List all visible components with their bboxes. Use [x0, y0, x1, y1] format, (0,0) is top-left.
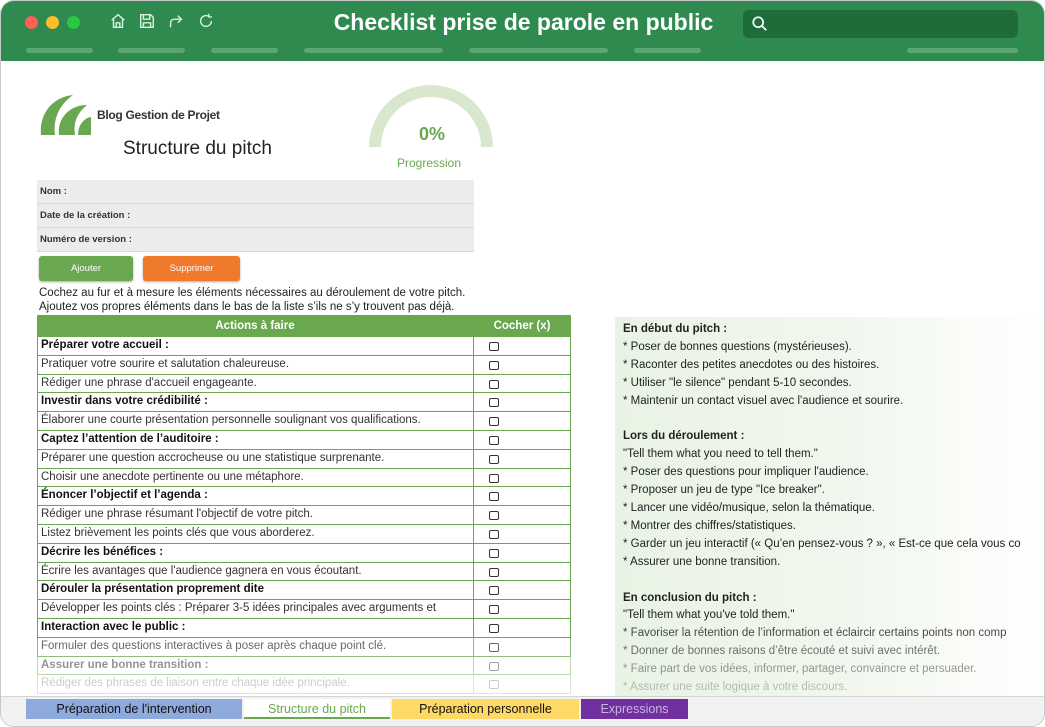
table-row	[37, 506, 571, 525]
search-input[interactable]	[743, 10, 1018, 38]
name-field[interactable]: Nom :	[37, 180, 474, 204]
creation-date-field[interactable]: Date de la création :	[37, 204, 474, 228]
notes-heading: En conclusion du pitch :	[623, 591, 757, 604]
progress-label: Progression	[396, 156, 462, 170]
section-label: Énoncer l’objectif et l’agenda :	[38, 487, 474, 505]
checkbox[interactable]	[489, 643, 499, 652]
notes-line: * Montrer des chiffres/statistiques.	[623, 519, 796, 532]
table-row	[37, 675, 571, 694]
check-cell	[474, 506, 570, 524]
check-cell	[474, 431, 570, 449]
check-cell	[474, 619, 570, 637]
table-row	[37, 356, 571, 375]
version-number-field[interactable]: Numéro de version :	[37, 228, 474, 252]
notes-line: "Tell them what you've told them."	[623, 609, 795, 622]
check-cell	[474, 487, 570, 505]
checkbox[interactable]	[489, 380, 499, 389]
info-fields	[37, 180, 474, 252]
notes-line: * Lancer une vidéo/musique, selon la thématique.	[623, 502, 875, 515]
action-item: Rédiger une phrase d'accueil engageante.	[38, 375, 474, 393]
checkbox[interactable]	[489, 342, 499, 351]
notes-line: "Tell them what you need to tell them."	[623, 448, 818, 461]
table-row	[37, 600, 571, 619]
refresh-icon[interactable]	[196, 12, 216, 32]
table-row	[37, 469, 571, 488]
check-cell	[474, 337, 570, 355]
spreadsheet-area	[1, 61, 1045, 696]
check-cell	[474, 393, 570, 411]
check-cell	[474, 412, 570, 430]
share-icon[interactable]	[166, 12, 186, 32]
checkbox[interactable]	[489, 605, 499, 614]
action-item: Rédiger une phrase résumant l'objectif de votre pitch.	[38, 506, 474, 524]
action-item: Listez brièvement les points clés que vous aborderez.	[38, 525, 474, 543]
table-row	[37, 544, 571, 563]
table-row	[37, 431, 571, 450]
section-label: Préparer votre accueil :	[38, 337, 474, 355]
check-cell	[474, 469, 570, 487]
notes-line: * Faire part de vos idées, informer, partager, convaincre et persuader.	[623, 663, 977, 676]
checkbox[interactable]	[489, 549, 499, 558]
sheet-tab-bar	[1, 696, 1045, 727]
checkbox[interactable]	[489, 680, 499, 689]
tab-structure-pitch[interactable]: Structure du pitch	[244, 699, 390, 719]
instructions-line: Cochez au fur et à mesure les éléments nécessaires au déroulement de votre pitch.	[39, 287, 466, 299]
action-item: Écrire les avantages que l'audience gagnera en vous écoutant.	[38, 563, 474, 581]
action-item: Rédiger des phrases de liaison entre chaque idée principale.	[38, 675, 474, 693]
section-label: Investir dans votre crédibilité :	[38, 393, 474, 411]
notes-line: * Poser des questions pour impliquer l'audience.	[623, 466, 869, 479]
checkbox[interactable]	[489, 492, 499, 501]
check-cell	[474, 657, 570, 675]
add-button[interactable]: Ajouter	[39, 256, 133, 281]
table-row	[37, 450, 571, 469]
tab-expressions[interactable]: Expressions	[581, 699, 688, 719]
notes-line: * Proposer un jeu de type "Ice breaker".	[623, 484, 825, 497]
checkbox[interactable]	[489, 568, 499, 577]
delete-button[interactable]: Supprimer	[143, 256, 240, 281]
checklist-table	[37, 315, 571, 694]
toolbar-placeholder-bar	[211, 48, 278, 53]
close-window-button[interactable]	[25, 16, 38, 29]
table-row	[37, 581, 571, 600]
action-item: Choisir une anecdote pertinente ou une métaphore.	[38, 469, 474, 487]
save-icon[interactable]	[137, 12, 157, 32]
check-cell	[474, 375, 570, 393]
toolbar-placeholder-bar	[304, 48, 443, 53]
window-title: Checklist prise de parole en public	[333, 9, 714, 35]
check-cell	[474, 563, 570, 581]
section-label: Dérouler la présentation proprement dite	[38, 581, 474, 599]
notes-line: * Assurer une suite logique à votre discours.	[623, 681, 848, 694]
check-cell	[474, 544, 570, 562]
checkbox[interactable]	[489, 586, 499, 595]
tab-preparation-intervention[interactable]: Préparation de l'intervention	[26, 699, 242, 719]
table-row	[37, 525, 571, 544]
section-label: Captez l’attention de l’auditoire :	[38, 431, 474, 449]
notes-line: * Donner de bonnes raisons d’être écouté et suivi avec intérêt.	[623, 645, 941, 658]
table-header	[37, 315, 571, 337]
logo-icon	[39, 93, 91, 138]
check-cell	[474, 675, 570, 693]
table-row	[37, 487, 571, 506]
toolbar-placeholder-bar	[469, 48, 608, 53]
toolbar-placeholder-bar	[118, 48, 185, 53]
toolbar-placeholder-bar	[26, 48, 93, 53]
home-icon[interactable]	[108, 12, 128, 32]
checkbox[interactable]	[489, 511, 499, 520]
table-row	[37, 393, 571, 412]
check-cell	[474, 600, 570, 618]
check-cell	[474, 356, 570, 374]
section-label: Décrire les bénéfices :	[38, 544, 474, 562]
section-label: Interaction avec le public :	[38, 619, 474, 637]
checkbox[interactable]	[489, 436, 499, 445]
notes-heading: Lors du déroulement :	[623, 430, 745, 443]
progress-value: 0%	[418, 124, 445, 144]
notes-line: * Raconter des petites anecdotes ou des histoires.	[623, 358, 880, 371]
action-item: Préparer une question accrocheuse ou une statistique surprenante.	[38, 450, 474, 468]
tips-panel	[615, 317, 1045, 697]
notes-line: * Favoriser la rétention de l’information et éclaircir certains points non comp	[623, 627, 1007, 640]
action-item: Pratiquer votre sourire et salutation chaleureuse.	[38, 356, 474, 374]
maximize-window-button[interactable]	[67, 16, 80, 29]
tab-preparation-personnelle[interactable]: Préparation personnelle	[392, 699, 579, 719]
notes-line: * Maintenir un contact visuel avec l'audience et sourire.	[623, 394, 904, 407]
checkbox[interactable]	[489, 361, 499, 370]
action-item: Élaborer une courte présentation personnelle soulignant vos qualifications.	[38, 412, 474, 430]
table-row	[37, 638, 571, 657]
checkbox[interactable]	[489, 398, 499, 407]
search-icon	[751, 15, 769, 33]
notes-line: * Assurer une bonne transition.	[623, 555, 781, 568]
notes-spacer	[623, 411, 1038, 429]
table-row	[37, 337, 571, 356]
table-row	[37, 412, 571, 431]
check-cell	[474, 525, 570, 543]
minimize-window-button[interactable]	[46, 16, 59, 29]
notes-line: * Utiliser "le silence" pendant 5-10 secondes.	[623, 376, 852, 389]
column-header-actions: Actions à faire	[215, 320, 295, 332]
checkbox[interactable]	[489, 455, 499, 464]
notes-line: * Poser de bonnes questions (mystérieuses).	[623, 340, 852, 353]
table-row	[37, 619, 571, 638]
check-cell	[474, 638, 570, 656]
checkbox[interactable]	[489, 474, 499, 483]
notes-spacer	[623, 572, 1038, 590]
toolbar-placeholder-bar	[907, 48, 1018, 53]
checkbox[interactable]	[489, 624, 499, 633]
checkbox[interactable]	[489, 417, 499, 426]
check-cell	[474, 581, 570, 599]
section-label: Assurer une bonne transition :	[38, 657, 474, 675]
action-item: Formuler des questions interactives à poser après chaque point clé.	[38, 638, 474, 656]
action-item: Développer les points clés : Préparer 3-5 idées principales avec arguments et	[38, 600, 474, 618]
column-header-check: Cocher (x)	[493, 320, 551, 332]
page-title: Structure du pitch	[123, 138, 272, 159]
checkbox[interactable]	[489, 662, 499, 671]
checkbox[interactable]	[489, 530, 499, 539]
instructions-line: Ajoutez vos propres éléments dans le bas de la liste s’ils ne s’y trouvent pas déjà.	[39, 301, 455, 313]
table-row	[37, 657, 571, 676]
toolbar-placeholder-bar	[634, 48, 701, 53]
check-cell	[474, 450, 570, 468]
title-bar	[1, 1, 1044, 61]
logo-text: Blog Gestion de Projet	[97, 108, 220, 122]
notes-heading: En début du pitch :	[623, 323, 728, 335]
table-row	[37, 375, 571, 394]
instructions	[39, 286, 465, 314]
table-row	[37, 563, 571, 582]
notes-line: * Garder un jeu interactif (« Qu’en pensez-vous ? », « Est-ce que cela vous co	[623, 537, 1021, 550]
